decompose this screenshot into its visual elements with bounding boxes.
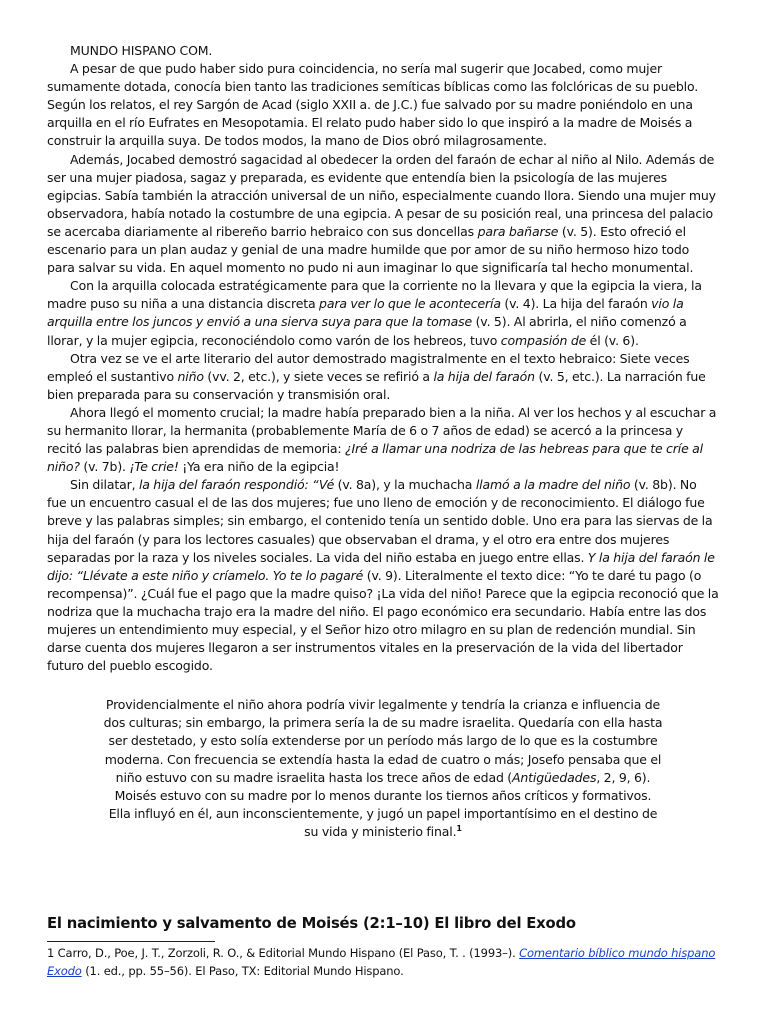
section-heading: El nacimiento y salvamento de Moisés (2:1–10) El libro del Exodo: [47, 915, 576, 932]
document-body: [47, 42, 719, 841]
footnote-marker[interactable]: 1: [456, 823, 462, 833]
header-line: MUNDO HISPANO COM.: [70, 43, 213, 58]
paragraph-1: A pesar de que pudo haber sido pura coincidencia, no sería mal sugerir que Jocabed, como mujer sumamente dotada, conocía bien tanto las tradiciones semíticas bíblicas como las folclóricas de su pueblo. Según los relatos, el rey Sargón de Acad (siglo XXII a. de J.C.) fue salvado por su madre poniéndolo en una arquilla en el río Eufrates en Mesopotamia. El relato pudo haber sido lo que inspiró a la madre de Moisés a construir la arquilla suya. De todos modos, la mano de Dios obró milagrosamente.: [47, 61, 699, 149]
footnote: 1 Carro, D., Poe, J. T., Zorzoli, R. O., & Editorial Mundo Hispano (El Paso, T. . (1993–). Comentario bíblico mundo hispano Exodo (1. ed., pp. 55–56). El Paso, TX: Editorial Mundo Hispano.: [47, 946, 716, 978]
paragraph-5: Ahora llegó el momento crucial; la madre había preparado bien a la niña. Al ver los hechos y al escuchar a su hermanito llorar, la hermanita (probablemente María de 6 o 7 años de edad) se acercó a la princesa y recitó las palabras bien aprendidas de memoria: ¿Iré a llamar una nodriza de las hebreas para que te críe al niño? (v. 7b). ¡Te crie! ¡Ya era niño de la egipcia!: [47, 404, 717, 475]
footnote-divider: [47, 941, 215, 942]
paragraph-4: Otra vez se ve el arte literario del autor demostrado magistralmente en el texto hebraico: Siete veces empleó el sustantivo niño (vv. 2, etc.), y siete veces se refirió a la hija del faraón (v. 5, etc.). La narración fue bien preparada para su conservación y transmisión oral.: [47, 350, 706, 402]
paragraph-3: Con la arquilla colocada estratégicamente para que la corriente no la llevara y que la egipcia la viera, la madre puso su niña a una distancia discreta para ver lo que le acontecería (v. 4). La hija del faraón vio la arquilla entre los juncos y envió a una sierva suya para que la tomase (v. 5). Al abrirla, el niño comenzó a llorar, y la mujer egipcia, reconociéndolo como varón de los hebreos, tuvo compasión de él (v. 6).: [47, 278, 702, 348]
paragraph-6: Sin dilatar, la hija del faraón respondió: “Vé (v. 8a), y la muchacha llamó a la madre del niño (v. 8b). No fue un encuentro casual el de las dos mujeres; fue uno lleno de emoción y de reconocimiento. El diálogo fue breve y las palabras simples; sin embargo, el contenido tenía un sentido doble. Uno era para las siervas de la hija del faraón (y para los lectores casuales) que observaban el drama, y el otro era entre dos mujeres separadas por la raza y los niveles sociales. La vida del niño estaba en juego entre ellas. Y la hija del faraón le dijo: “Llévate a este niño y críamelo. Yo te lo pagaré (v. 9). Literalmente el texto dice: “Yo te daré tu pago (o recompensa)”. ¿Cuál fue el pago que la madre quiso? ¡La vida del niño! Parece que la egipcia reconoció que la nodriza que la muchacha trajo era la madre del niño. El pago económico era secundario. Había entre las dos mujeres un entendimiento muy especial, y el Señor hizo otro milagro en su plan de redención mundial. Sin darse cuenta dos mujeres llegaron a ser instrumentos vitales en la preservación de la vida del libertador futuro del pueblo escogido.: [47, 477, 719, 674]
reference-link[interactable]: Comentario bíblico mundo hispano Exodo: [47, 946, 716, 978]
paragraph-2: Además, Jocabed demostró sagacidad al obedecer la orden del faraón de echar al niño al Nilo. Además de ser una mujer piadosa, sagaz y preparada, es evidente que entendía bien la psicología de las mujeres egipcias. Sabía también la atracción universal de un niño, especialmente cuando llora. Siendo una mujer muy observadora, había notado la costumbre de una egipcia. A pesar de su posición real, una princesa del palacio se acercaba diariamente al ribereño barrio hebraico con sus doncellas para bañarse (v. 5). Esto ofreció el escenario para un plan audaz y genial de una madre humilde que por amor de su niño hermoso hizo todo para salvar su vida. En aquel momento no pudo ni aun imaginar lo que significaría tal hecho monumental.: [47, 151, 716, 276]
centered-paragraph: Providencialmente el niño ahora podría vivir legalmente y tendría la crianza e influencia de dos culturas; sin embargo, la primera sería la de su madre israelita. Quedaría con ella hasta ser destetado, y esto solía extenderse por un período más largo de lo que es la costumbre moderna. Con frecuencia se extendía hasta la edad de cuatro o más; Josefo pensaba que el niño estuvo con su madre israelita hasta los trece años de edad (Antigüedades, 2, 9, 6). Moisés estuvo con su madre por lo menos durante los tiernos años críticos y formativos. Ella influyó en él, aun inconscientemente, y jugó un papel importantísimo en el destino de su vida y ministerio final.$^1$: [103, 697, 663, 839]
